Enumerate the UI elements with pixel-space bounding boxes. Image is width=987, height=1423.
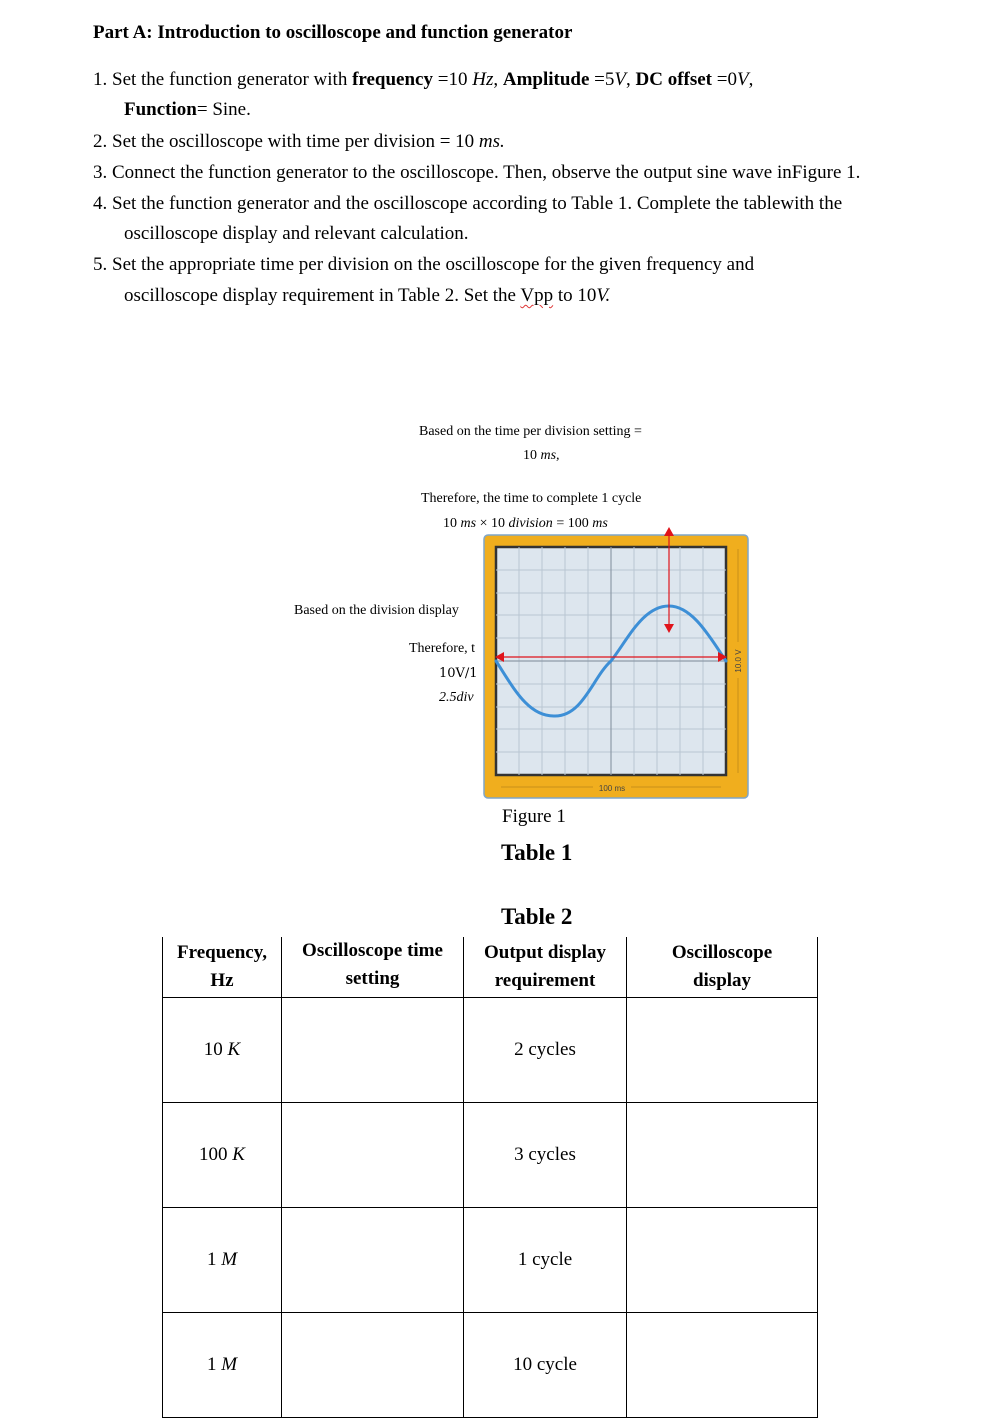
frequency-unit: M xyxy=(221,1354,238,1375)
step-number: 3. xyxy=(93,162,108,183)
frequency-unit: M xyxy=(221,1249,238,1270)
step-4 xyxy=(93,192,842,216)
header-line: Oscilloscope xyxy=(671,942,773,963)
volt-scale-label: 10.0 V xyxy=(734,649,743,673)
step-1: 1. Set the function generator with frequency =10 Hz, Amplitude =5V, DC offset =0V, xyxy=(93,69,754,90)
function-value: = Sine. xyxy=(196,99,251,120)
step-text: Connect the function generator to the oscilloscope. Then, observe the output sine wave inFigure 1. xyxy=(112,162,861,183)
times-sign: × xyxy=(479,516,488,531)
step-1-continued xyxy=(124,98,251,122)
step-number: 5. xyxy=(93,254,108,275)
note-voltage-per-div: 10V/1 xyxy=(439,666,478,681)
step-text: Set the function generator and the oscilloscope according to Table 1. Complete the tablewith the xyxy=(112,193,843,214)
table-1-title: Table 1 xyxy=(501,840,573,865)
amplitude-value: 5 xyxy=(604,69,615,90)
note-cycle-time: Therefore, the time to complete 1 cycle xyxy=(421,491,642,506)
header-oscilloscope-display xyxy=(627,937,818,998)
cell-frequency xyxy=(163,1103,282,1208)
dc-offset-value: 0 xyxy=(727,69,737,90)
frequency-number: 100 xyxy=(199,1144,228,1165)
header-line: Hz xyxy=(210,970,234,991)
frequency-number: 1 xyxy=(206,1249,217,1270)
header-display-requirement xyxy=(464,937,627,998)
frequency-label: frequency xyxy=(352,69,433,90)
cell-display[interactable] xyxy=(627,1313,818,1418)
step-number: 2. xyxy=(93,131,108,152)
math-unit: division xyxy=(508,516,553,531)
note-therefore: Therefore, t xyxy=(409,641,476,656)
dc-offset-label: DC offset xyxy=(635,69,713,90)
equals-sign: = xyxy=(716,69,728,90)
cell-time-setting[interactable] xyxy=(282,1208,464,1313)
header-line: setting xyxy=(345,968,400,989)
math-unit: ms, xyxy=(540,448,560,463)
time-scale-label: 100 ms xyxy=(598,784,626,793)
equals-sign: = xyxy=(594,69,605,90)
step-5 xyxy=(93,253,754,277)
table-row xyxy=(163,1208,818,1313)
cell-frequency xyxy=(163,1208,282,1313)
section-heading: Part A: Introduction to oscilloscope and function generator xyxy=(93,22,573,43)
math-unit: ms xyxy=(460,516,477,531)
header-line: Frequency, xyxy=(177,942,267,963)
figure-caption: Figure 1 xyxy=(502,806,566,827)
table-row xyxy=(163,1313,818,1418)
function-label: Function xyxy=(124,99,197,120)
math-number: 10 xyxy=(523,448,537,463)
frequency-unit: K xyxy=(227,1039,241,1060)
cell-frequency xyxy=(163,1313,282,1418)
table-header-row xyxy=(163,937,818,998)
frequency-unit: Hz xyxy=(472,69,494,90)
step-text: Set the appropriate time per division on the oscilloscope for the given frequency and xyxy=(112,254,755,275)
math-number: = 100 xyxy=(556,516,589,531)
cell-display[interactable] xyxy=(627,1208,818,1313)
header-frequency xyxy=(163,937,282,998)
voltage-unit: V. xyxy=(596,285,611,306)
step-number: 1. xyxy=(93,69,108,90)
cell-requirement: 1 cycle xyxy=(464,1208,627,1313)
cell-time-setting[interactable] xyxy=(282,998,464,1103)
cell-time-setting[interactable] xyxy=(282,1313,464,1418)
header-line: display xyxy=(692,970,752,991)
dc-offset-unit: V xyxy=(736,69,749,90)
frequency-number: 1 xyxy=(206,1354,217,1375)
cell-display[interactable] xyxy=(627,1103,818,1208)
header-line: Oscilloscope time xyxy=(302,940,443,961)
table-row xyxy=(163,998,818,1103)
cell-requirement: 3 cycles xyxy=(464,1103,627,1208)
vpp-term: Vpp xyxy=(520,285,554,306)
arrow-up-head xyxy=(664,527,674,536)
frequency-number: 10 xyxy=(203,1039,223,1060)
cell-requirement: 2 cycles xyxy=(464,998,627,1103)
step-2 xyxy=(93,130,505,154)
step-5-continued xyxy=(124,284,610,308)
header-line: Output display xyxy=(484,942,606,963)
step-number: 4. xyxy=(93,193,108,214)
cell-time-setting[interactable] xyxy=(282,1103,464,1208)
note-time-per-division: Based on the time per division setting = xyxy=(419,424,642,439)
step-3 xyxy=(93,161,860,185)
step-text: to 10 xyxy=(557,285,597,306)
oscilloscope-figure xyxy=(483,527,753,802)
note-time-per-division-value xyxy=(523,447,560,465)
amplitude-unit: V xyxy=(614,69,626,90)
frequency-value: 10 xyxy=(448,69,468,90)
amplitude-label: Amplitude xyxy=(502,69,590,90)
step-text: Set the function generator with xyxy=(112,69,348,90)
math-number: 10 xyxy=(490,516,505,531)
step-4-continued: oscilloscope display and relevant calculation. xyxy=(124,223,469,244)
math-unit: ms xyxy=(592,516,608,531)
math-number: 10 xyxy=(443,516,457,531)
step-text: oscilloscope display requirement in Table 2. Set the xyxy=(124,285,516,306)
step-text: Set the oscilloscope with time per division = 10 xyxy=(112,131,475,152)
table-2-title: Table 2 xyxy=(501,904,573,929)
equals-sign: = xyxy=(437,69,449,90)
header-line: requirement xyxy=(494,970,596,991)
cell-display[interactable] xyxy=(627,998,818,1103)
table-2 xyxy=(162,937,818,1418)
frequency-unit: K xyxy=(232,1144,245,1165)
table-row xyxy=(163,1103,818,1208)
time-unit: ms. xyxy=(478,131,505,152)
note-division-display: Based on the division display xyxy=(294,603,459,618)
header-time-setting xyxy=(282,937,464,998)
note-2-5-div: 2.5div xyxy=(439,690,474,705)
cell-frequency xyxy=(163,998,282,1103)
cell-requirement: 10 cycle xyxy=(464,1313,627,1418)
